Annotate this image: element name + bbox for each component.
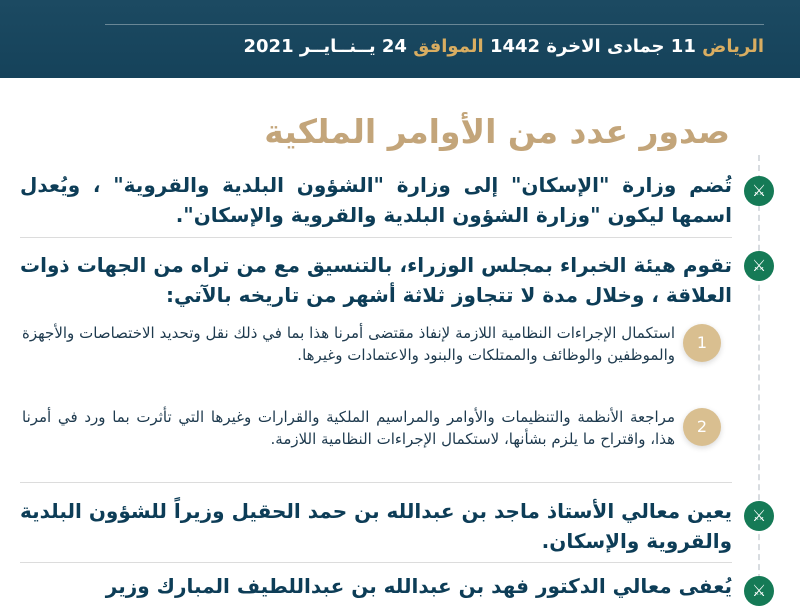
- sub-item-2-text: مراجعة الأنظمة والتنظيمات والأوامر والمراسيم الملكية والقرارات وغيرها التي تأثرت بما ورد في أمرنا هذا، واقتراح ما يلزم بشأنها، لاستكمال الإجراءات النظامية اللازمة.: [22, 408, 675, 448]
- step-number-badge: 2: [683, 408, 721, 446]
- date-word: الموافق: [413, 36, 484, 57]
- divider: [20, 562, 732, 563]
- timeline-line: [758, 155, 760, 600]
- step-number-badge: 1: [683, 324, 721, 362]
- saudi-emblem-icon: ⚔: [744, 251, 774, 281]
- order-3-text: يعين معالي الأستاذ ماجد بن عبدالله بن حمد الحقيل وزيراً للشؤون البلدية والقروية والإسكان.: [19, 499, 732, 553]
- dateline: [244, 36, 765, 57]
- date-gregorian: 24 يــنــايــر 2021: [243, 36, 407, 57]
- header-banner: [0, 0, 800, 78]
- order-4-text: يُعفى معالي الدكتور فهد بن عبدالله بن عبداللطيف المبارك وزير: [105, 574, 732, 598]
- saudi-emblem-icon: ⚔: [744, 176, 774, 206]
- order-2-text: تقوم هيئة الخبراء بمجلس الوزراء، بالتنسيق مع من تراه من الجهات ذوات العلاقة ، وخلال مدة لا تتجاوز ثلاثة أشهر من تاريخه بالآتي:: [20, 253, 732, 307]
- page-title: صدور عدد من الأوامر الملكية: [264, 112, 730, 151]
- sub-item-1-text: استكمال الإجراءات النظامية اللازمة لإنفاذ مقتضى أمرنا هذا بما في ذلك نقل وتحديد الاختصاصات والأجهزة والموظفين والوظائف والممتلكات والبنود والاعتمادات وغيرها.: [22, 324, 675, 364]
- date-city: الرياض: [702, 36, 764, 57]
- saudi-emblem-icon: ⚔: [744, 576, 774, 606]
- divider: [20, 482, 732, 483]
- divider: [20, 237, 732, 238]
- saudi-emblem-icon: ⚔: [744, 501, 774, 531]
- header-divider: [105, 24, 764, 25]
- date-hijri: 11 جمادى الاخرة 1442: [489, 36, 696, 57]
- order-1-text: تُضم وزارة "الإسكان" إلى وزارة "الشؤون البلدية والقروية" ، ويُعدل اسمها ليكون "وزارة الشؤون البلدية والقروية والإسكان".: [20, 173, 732, 227]
